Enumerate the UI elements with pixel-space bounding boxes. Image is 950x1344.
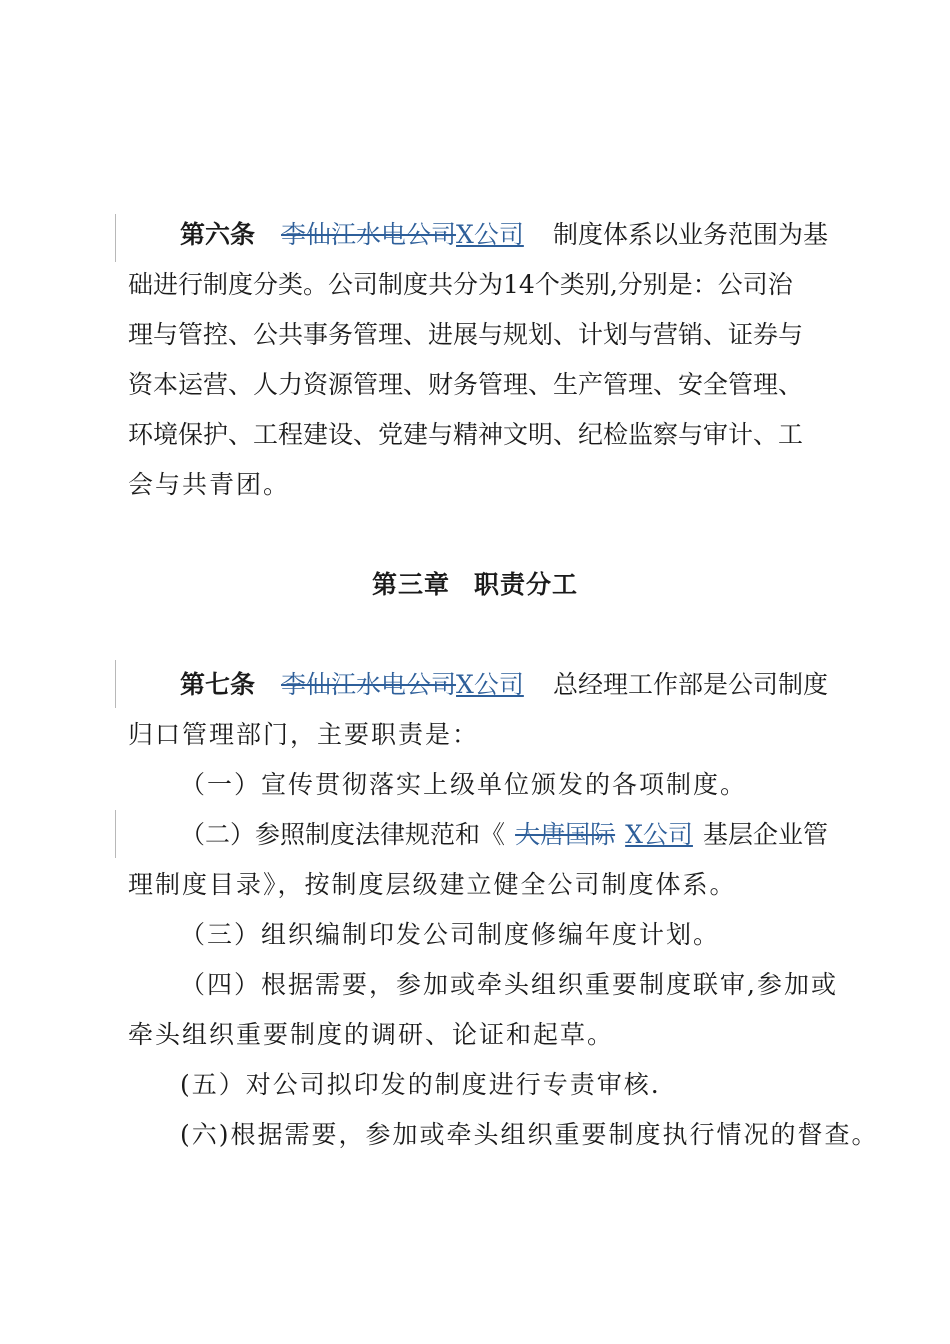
text-run: （二）参照制度法律规范和《	[180, 820, 506, 849]
list-item: （四）根据需要，参加或牵头组织重要制度联审,参加或	[180, 970, 838, 999]
list-item: (六)根据需要，参加或牵头组织重要制度执行情况的督查。	[180, 1120, 879, 1149]
paragraph-line: 环境保护、工程建设、党建与精神文明、纪检监察与审计、工	[128, 420, 804, 449]
article-6	[128, 210, 828, 510]
deleted-text: 李仙江水电公司	[281, 670, 457, 699]
paragraph-line: 础进行制度分类。公司制度共分为14个类别,分别是：公司治	[128, 270, 793, 299]
inserted-text: X公司	[456, 220, 524, 249]
list-item: （一）宣传贯彻落实上级单位颁发的各项制度。	[180, 770, 748, 799]
paragraph-line: 理与管控、公共事务管理、进展与规划、计划与营销、证券与	[128, 320, 804, 349]
paragraph-line: 会与共青团。	[128, 470, 291, 499]
deleted-text: 大唐国际	[515, 820, 616, 849]
text-run: 基层企业管	[702, 820, 828, 849]
chapter-number: 第三章	[371, 570, 450, 599]
paragraph-line: 理制度目录》，按制度层级建立健全公司制度体系。	[128, 870, 737, 899]
deleted-text: 李仙江水电公司	[281, 220, 457, 249]
article-label: 第六条	[180, 220, 256, 249]
chapter-heading	[0, 560, 950, 610]
paragraph-line: 归口管理部门，主要职责是：	[128, 720, 480, 749]
revision-bar	[115, 810, 116, 858]
text-run: 总经理工作部是公司制度	[552, 670, 828, 699]
paragraph-line: 牵头组织重要制度的调研、论证和起草。	[128, 1020, 615, 1049]
inserted-text: X公司	[456, 670, 524, 699]
list-item: （三）组织编制印发公司制度修编年度计划。	[180, 920, 721, 949]
revision-bar	[115, 214, 116, 262]
list-item	[128, 810, 828, 860]
revision-bar	[115, 660, 116, 708]
chapter-title: 职责分工	[474, 570, 579, 599]
text-run: 制度体系以业务范围为基	[552, 220, 828, 249]
inserted-text: X公司	[625, 820, 693, 849]
list-item: (五）对公司拟印发的制度进行专责审核.	[180, 1070, 661, 1099]
article-label: 第七条	[180, 670, 256, 699]
paragraph-line	[128, 210, 828, 260]
paragraph-line	[128, 660, 828, 710]
paragraph-line: 资本运营、人力资源管理、财务管理、生产管理、安全管理、	[128, 370, 804, 399]
article-7	[128, 660, 879, 1160]
